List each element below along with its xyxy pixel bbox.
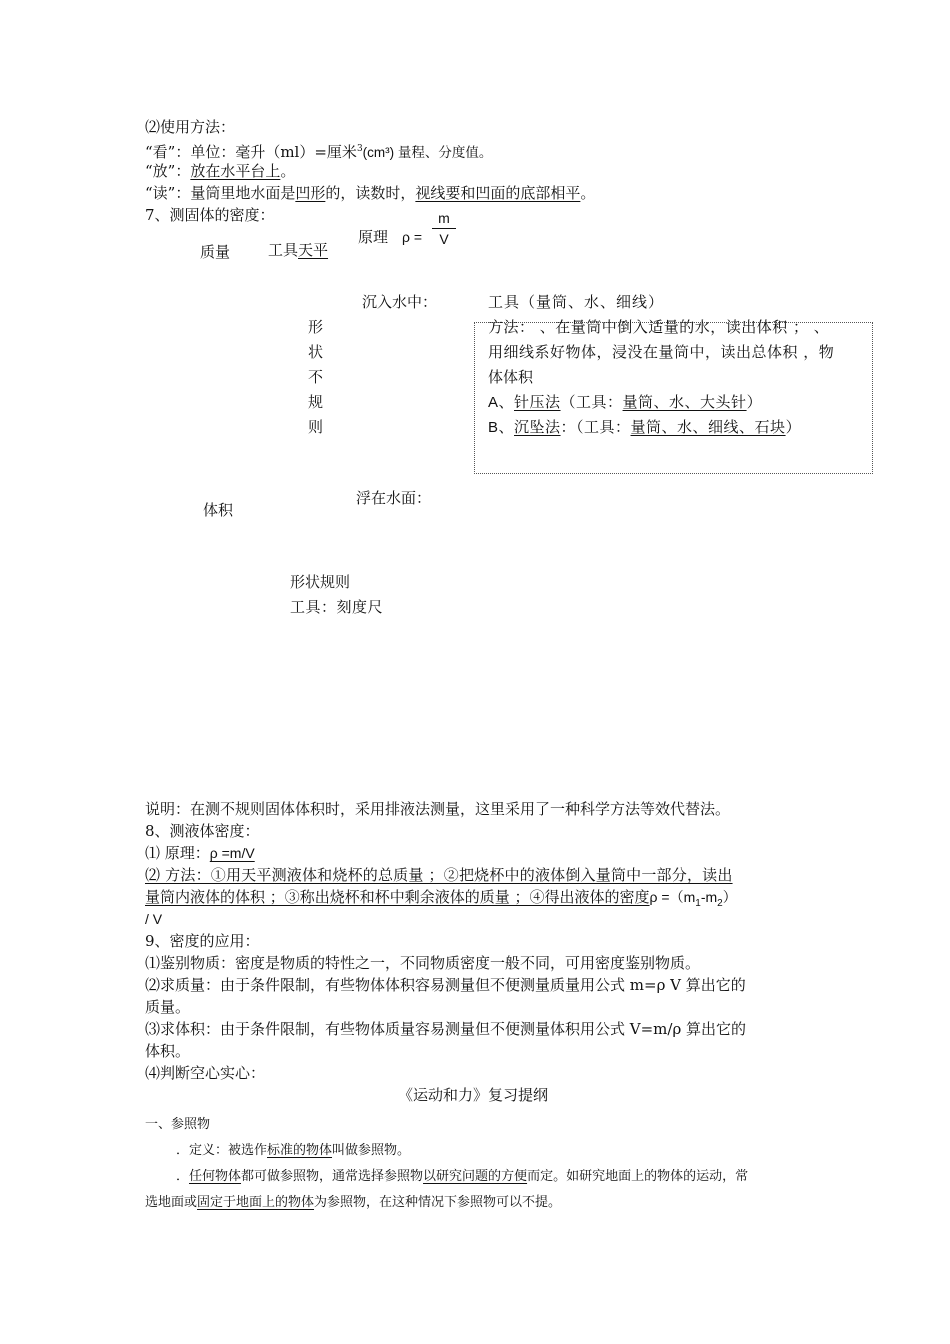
any2-end: 为参照物，在这种情况下参照物可以不提。 bbox=[314, 1195, 562, 1210]
method-b-tools: 量筒、水、细线、石块 bbox=[630, 418, 786, 436]
method-b-mid: ：（工具： bbox=[560, 418, 631, 436]
principle-label: 原理 bbox=[358, 228, 389, 246]
app-line-1: ⑴鉴别物质：密度是物质的特性之一，不同物质密度一般不同，可用密度鉴别物质。 bbox=[145, 954, 701, 972]
usage-title: ⑵使用方法： bbox=[145, 118, 236, 136]
density-fraction bbox=[432, 210, 456, 247]
definition-end: 叫做参照物。 bbox=[332, 1143, 411, 1158]
method-a-end: ） bbox=[746, 393, 763, 411]
sink-label: 沉入水中： bbox=[362, 293, 438, 311]
read-underlined-1: 凹形 bbox=[295, 184, 326, 202]
principle-8-formula: ρ =m/V bbox=[209, 845, 255, 861]
look-sup: 3 bbox=[356, 144, 363, 154]
any-underlined-1: 任何物体 bbox=[189, 1169, 242, 1184]
any2-underlined: 固定于地面上的物体 bbox=[197, 1195, 315, 1210]
section-9-title: 9、密度的应用： bbox=[145, 932, 260, 950]
tool-label: 工具 bbox=[268, 241, 299, 259]
app-line-3b: 体积。 bbox=[145, 1042, 191, 1060]
irregular-char: 形 bbox=[308, 318, 324, 336]
any-object-line-2 bbox=[145, 1193, 561, 1213]
note-line: 说明：在测不规则固体体积时，采用排液法测量，这里采用了一种科学方法等效代替法。 bbox=[145, 800, 731, 818]
app-line-2: ⑵求质量：由于条件限制，有些物体体积容易测量但不便测量质量用公式 m=ρ V 算出它的 bbox=[145, 976, 746, 994]
sink-tools: 工具（量筒、水、细线） bbox=[488, 293, 665, 311]
look-text-2: (cm³) 量程、分度值。 bbox=[362, 145, 493, 160]
read-underlined-2: 视线要和凹面的底部相平 bbox=[415, 184, 581, 202]
put-underlined: 放在水平台上 bbox=[190, 162, 281, 180]
app-line-3: ⑶求体积：由于条件限制，有些物体质量容易测量但不便测量体积用公式 V=m/ρ 算出它的 bbox=[145, 1020, 747, 1038]
method-b bbox=[488, 417, 801, 438]
any-text-2: 都可做参照物，通常选择参照物 bbox=[241, 1169, 424, 1184]
put-line bbox=[145, 161, 295, 181]
method-8-formula bbox=[649, 889, 737, 909]
method-8-line-3: / V bbox=[145, 911, 163, 927]
irregular-char: 规 bbox=[308, 393, 324, 411]
regular-shape-label: 形状规则 bbox=[290, 573, 351, 591]
principle-8 bbox=[145, 843, 255, 863]
read-line bbox=[145, 183, 595, 203]
section-8-title: 8、测液体密度： bbox=[145, 822, 260, 840]
method-line-1: 方法： 、在量筒中倒入适量的水，读出体积 ； 、 bbox=[488, 318, 830, 336]
read-end: 。 bbox=[580, 184, 596, 202]
method-a bbox=[488, 392, 762, 413]
put-end: 。 bbox=[280, 162, 296, 180]
formula-part: ρ =（m bbox=[649, 889, 696, 905]
look-text: “看”：单位：毫升（ml）=厘米 bbox=[145, 143, 357, 161]
method-b-end: ） bbox=[785, 418, 802, 436]
method-line-2: 用细线系好物体，浸没在量筒中，读出总体积 ，物 bbox=[488, 343, 835, 361]
any-object-line bbox=[176, 1167, 748, 1187]
method-line-3: 体体积 bbox=[488, 368, 534, 386]
principle-8-label: ⑴ 原理： bbox=[145, 844, 210, 862]
method-8-steps: 量筒内液体的体积 ；③称出烧杯和杯中剩余液体的质量 ；④得出液体的密度 bbox=[145, 888, 650, 906]
any-text: ． bbox=[176, 1169, 190, 1184]
method-a-tools: 量筒、水、大头针 bbox=[622, 393, 747, 411]
method-8-line-1: ⑵ 方法：①用天平测液体和烧杯的总质量 ；②把烧杯中的液体倒入量筒中一部分，读出 bbox=[145, 866, 733, 884]
irregular-char: 状 bbox=[308, 343, 324, 361]
float-label: 浮在水面： bbox=[356, 489, 432, 507]
put-text: “放”： bbox=[145, 162, 191, 180]
irregular-char: 则 bbox=[308, 418, 324, 436]
any2-text: 选地面或 bbox=[145, 1195, 198, 1210]
read-text: “读”：量筒里地水面是 bbox=[145, 184, 296, 202]
outline-title: 《运动和力》复习提纲 bbox=[398, 1086, 549, 1104]
look-line bbox=[145, 139, 492, 163]
method-a-mid: （工具： bbox=[560, 393, 623, 411]
formula-sub-1: 1 bbox=[695, 897, 701, 909]
volume-label: 体积 bbox=[203, 501, 234, 519]
fraction-bar bbox=[432, 228, 456, 229]
formula-minus: -m bbox=[700, 889, 718, 905]
app-line-4: ⑷判断空心实心： bbox=[145, 1064, 266, 1082]
definition-underlined: 标准的物体 bbox=[267, 1143, 333, 1158]
mass-label: 质量 bbox=[200, 243, 231, 261]
irregular-char: 不 bbox=[308, 368, 324, 386]
method-a-name: 针压法 bbox=[514, 393, 561, 411]
any-underlined-2: 以研究问题的方便 bbox=[423, 1169, 528, 1184]
formula-close: ） bbox=[722, 889, 737, 905]
read-text-2: 的，读数时， bbox=[325, 184, 416, 202]
any-text-3: 而定。如研究地面上的物体的运动，常 bbox=[527, 1169, 749, 1184]
outline-section-1: 一、参照物 bbox=[145, 1117, 211, 1132]
fraction-denominator: V bbox=[439, 231, 449, 247]
app-line-2b: 质量。 bbox=[145, 998, 191, 1016]
method-b-name: 沉坠法 bbox=[514, 418, 561, 436]
formula-sub-2: 2 bbox=[717, 897, 723, 909]
tool-balance: 天平 bbox=[298, 241, 329, 259]
fraction-numerator: m bbox=[438, 210, 450, 226]
method-8-line-2 bbox=[145, 887, 737, 914]
regular-tool: 工具：刻度尺 bbox=[290, 598, 384, 616]
rho-equals: ρ = bbox=[402, 229, 423, 245]
method-b-label: B、 bbox=[488, 419, 515, 436]
section-7-title: 7、测固体的密度： bbox=[145, 206, 275, 224]
method-a-label: A、 bbox=[488, 394, 515, 411]
definition-line bbox=[176, 1141, 410, 1161]
definition-text: ．定义：被选作 bbox=[176, 1143, 268, 1158]
mass-tool bbox=[268, 240, 328, 260]
